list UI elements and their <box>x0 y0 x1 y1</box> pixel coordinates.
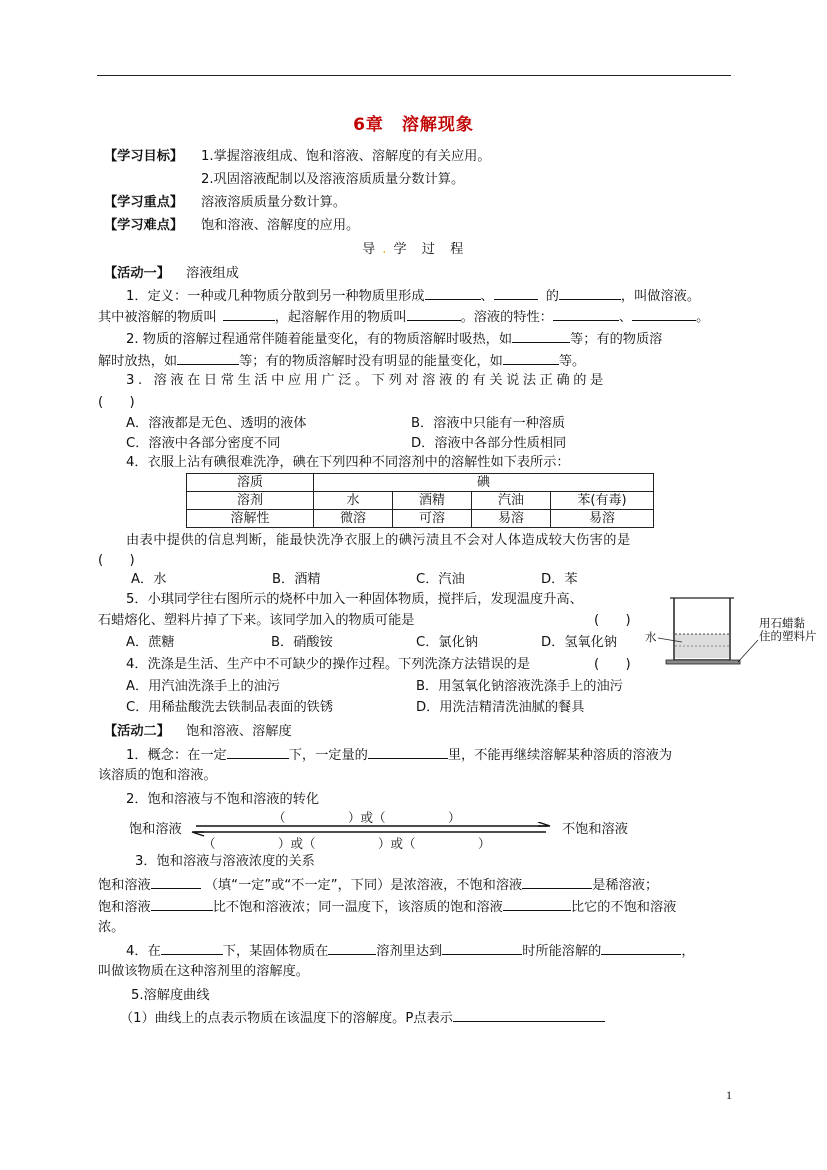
beaker-label-2: 住的塑料片 <box>759 629 817 643</box>
a1-q4-option-c[interactable]: C．汽油 <box>416 572 465 587</box>
solubility-table <box>186 473 654 528</box>
process-heading-a: 导 <box>362 242 377 257</box>
a1-q3-stem: 3. 溶液在日常生活中应用广泛。下列对溶液的有关说法正确的是 <box>126 373 607 388</box>
a2-q1-text-b: 下，一定量的 <box>288 748 368 763</box>
a1-q6-option-a[interactable]: A．用汽油洗涤手上的油污 <box>126 679 281 694</box>
table-cell: 易溶 <box>472 510 551 528</box>
blank[interactable] <box>503 898 571 911</box>
blank[interactable] <box>177 352 239 365</box>
blank[interactable] <box>227 746 289 759</box>
unsaturated-solution-label: 不饱和溶液 <box>562 822 628 837</box>
a1-q1-text-i: 。 <box>696 310 710 325</box>
a1-q2-text-d: 等；有的物质溶解时没有明显的能量变化，如 <box>239 354 503 369</box>
blank[interactable] <box>425 287 481 300</box>
activity1-topic: 溶液组成 <box>186 266 239 281</box>
a2-q3-text-d: 饱和溶液 <box>98 900 151 915</box>
table-cell: 水 <box>314 492 393 510</box>
difficulty-text: 饱和溶液、溶解度的应用。 <box>201 218 360 233</box>
a2-q1-line1 <box>126 746 672 764</box>
blank[interactable] <box>151 898 213 911</box>
a1-q2-line2 <box>98 352 585 370</box>
a2-q4-text-c: 溶剂里达到 <box>376 944 443 959</box>
activity2-header <box>104 724 292 740</box>
a2-q5-line1 <box>120 1009 605 1027</box>
a1-q3-option-a[interactable]: A．溶液都是无色、透明的液体 <box>126 416 307 431</box>
a2-q3-text-a: 饱和溶液 <box>98 878 151 893</box>
a1-q3-option-c[interactable]: C．溶液中各部分密度不同 <box>126 436 281 451</box>
a2-q4-line1 <box>126 942 695 960</box>
a1-q1-text-f: ，起溶解作用的物质叫 <box>274 310 407 325</box>
a1-q1-text-h: 、 <box>618 310 633 325</box>
a2-q5-text-a: （1）曲线上的点表示物质在该温度下的溶解度。P点表示 <box>120 1011 453 1026</box>
a1-q1-text-g: 。溶液的特性： <box>460 310 553 325</box>
table-cell: 苯(有毒) <box>551 492 654 510</box>
a2-q3-stem: 3．饱和溶液与溶液浓度的关系 <box>135 854 315 869</box>
blank[interactable] <box>494 287 538 300</box>
table-cell: 汽油 <box>472 492 551 510</box>
blank[interactable] <box>442 942 522 955</box>
a1-q1-line2 <box>98 308 709 326</box>
table-cell: 溶质 <box>187 474 314 492</box>
a1-q4-stem: 4．衣服上沾有碘很难洗净，碘在下列四种不同溶剂中的溶解性如下表所示： <box>126 455 570 470</box>
a1-q2-text-a: 2. 物质的溶解过程通常伴随着能量变化，有的物质溶解时吸热，如 <box>126 332 513 347</box>
blank[interactable] <box>407 308 461 321</box>
a2-q3-line3: 浓。 <box>98 920 125 935</box>
a1-q6-paren: ( ) <box>594 657 631 672</box>
header-rule <box>97 75 731 76</box>
a1-q4-paren: ( ) <box>98 553 135 568</box>
a2-q2-stem: 2．饱和溶液与不饱和溶液的转化 <box>126 792 320 807</box>
goals-label: 【学习目标】 <box>104 149 184 164</box>
a1-q6-option-c[interactable]: C．用稀盐酸洗去铁制品表面的铁锈 <box>126 700 334 715</box>
a1-q4-option-b[interactable]: B．酒精 <box>272 572 321 587</box>
goal-item-2: 2.巩固溶液配制以及溶液溶质质量分数计算。 <box>201 172 465 187</box>
a1-q6-stem: 4．洗涤是生活、生产中不可缺少的操作过程。下列洗涤方法错误的是 <box>126 657 531 672</box>
a2-q2-bottom-blanks: （ ）或（ ）或（ ） <box>203 836 491 851</box>
saturated-solution-label: 饱和溶液 <box>129 822 182 837</box>
a1-q6-option-d[interactable]: D．用洗洁精清洗油腻的餐具 <box>416 700 585 715</box>
table-row <box>187 492 654 510</box>
focus-text: 溶液溶质质量分数计算。 <box>201 195 347 210</box>
table-cell: 易溶 <box>551 510 654 528</box>
a2-q4-line2: 叫做该物质在这种溶剂里的溶解度。 <box>98 964 309 979</box>
arrow-right-head <box>538 822 550 826</box>
a1-q2-line1 <box>126 330 662 348</box>
table-cell: 可溶 <box>393 510 472 528</box>
table-row <box>187 510 654 528</box>
beaker-water-label: 水 <box>645 630 657 644</box>
a1-q4-option-a[interactable]: A．水 <box>131 572 167 587</box>
a2-q4-text-a: 4．在 <box>126 944 161 959</box>
activity1-label: 【活动一】 <box>104 266 170 281</box>
blank[interactable] <box>512 330 570 343</box>
a1-q1-text-e: 其中被溶解的物质叫 <box>98 310 217 325</box>
a2-q4-text-d: 时所能溶解的 <box>522 944 602 959</box>
a2-q3-text-e: 比不饱和溶液浓；同一温度下，该溶质的饱和溶液 <box>212 900 503 915</box>
a1-q5-line2: 石蜡熔化、塑料片掉了下来。该同学加入的物质可能是 <box>98 613 415 628</box>
process-heading-b: 学 过 程 <box>393 242 465 257</box>
a2-q3-text-b: （填“一定”或“不一定”，下同）是浓溶液，不饱和溶液 <box>204 878 523 893</box>
activity1-header <box>104 266 239 282</box>
a1-q2-text-c: 解时放热，如 <box>98 354 178 369</box>
blank[interactable] <box>453 1009 605 1022</box>
plastic-sheet <box>666 660 740 664</box>
process-heading-dot: . <box>382 242 388 257</box>
a2-q1-text-c: 里，不能再继续溶解某种溶质的溶液为 <box>447 748 673 763</box>
a1-q4-after: 由表中提供的信息判断，能最快洗净衣服上的碘污渍且不会对人体造成较大伤害的是 <box>126 533 631 548</box>
a2-q1-line2: 该溶质的饱和溶液。 <box>98 768 217 783</box>
a2-q4-text-e: ， <box>681 944 695 959</box>
a1-q1-text-d: ，叫做溶液。 <box>620 289 701 304</box>
a1-q5-option-a[interactable]: A．蔗糖 <box>126 635 175 650</box>
a1-q1-text-c: 的 <box>545 289 559 304</box>
blank[interactable] <box>151 876 201 889</box>
table-row <box>187 474 654 492</box>
a2-q1-text-a: 1．概念：在一定 <box>126 748 227 763</box>
a2-q2-top-blanks: （ ）或（ ） <box>273 810 461 825</box>
blank[interactable] <box>223 308 275 321</box>
a2-q4-text-b: 下，某固体物质在 <box>222 944 329 959</box>
blank[interactable] <box>632 308 696 321</box>
a2-q3-text-c: 是稀溶液； <box>592 878 659 893</box>
blank[interactable] <box>559 287 621 300</box>
a2-q5-stem: 5.溶解度曲线 <box>131 988 210 1003</box>
blank[interactable] <box>368 746 448 759</box>
a1-q5-paren: ( ) <box>594 613 631 628</box>
difficulty-label: 【学习难点】 <box>104 218 184 233</box>
table-cell: 碘 <box>314 474 654 492</box>
blank[interactable] <box>553 308 619 321</box>
blank[interactable] <box>161 942 223 955</box>
process-heading <box>362 242 464 258</box>
a1-q4-option-d[interactable]: D．苯 <box>541 572 578 587</box>
a1-q2-text-e: 等。 <box>558 354 586 369</box>
a1-q3-paren: ( ) <box>98 395 135 410</box>
a1-q6-option-b[interactable]: B．用氢氧化钠溶液洗涤手上的油污 <box>416 679 623 694</box>
table-cell: 微溶 <box>314 510 393 528</box>
a1-q2-text-b: 等；有的物质溶 <box>570 332 663 347</box>
a1-q3-option-b[interactable]: B．溶液中只能有一种溶质 <box>411 416 566 431</box>
a1-q1-text-a: 1．定义：一种或几种物质分散到另一种物质里形成 <box>126 289 425 304</box>
activity2-topic: 饱和溶液、溶解度 <box>186 724 292 739</box>
a2-q3-text-f: 比它的不饱和溶液 <box>570 900 677 915</box>
blank[interactable] <box>522 876 592 889</box>
a2-q3-line2 <box>98 898 676 916</box>
a1-q1-text-b: 、 <box>480 289 494 304</box>
a1-q5-option-c[interactable]: C．氯化钠 <box>416 635 478 650</box>
blank[interactable] <box>328 942 376 955</box>
a1-q5-option-d[interactable]: D．氢氧化钠 <box>541 635 618 650</box>
a2-q3-line1 <box>98 876 658 894</box>
a1-q5-option-b[interactable]: B．硝酸铵 <box>271 635 333 650</box>
page-title: 6章 溶解现象 <box>353 115 474 135</box>
a1-q3-option-d[interactable]: D．溶液中各部分性质相同 <box>411 436 567 451</box>
blank[interactable] <box>601 942 681 955</box>
beaker-label-1: 用石蜡黏 <box>759 616 805 630</box>
goal-item-1: 1.掌握溶液组成、饱和溶液、溶解度的有关应用。 <box>201 149 491 164</box>
table-cell: 溶解性 <box>187 510 314 528</box>
activity2-label: 【活动二】 <box>104 724 170 739</box>
table-cell: 酒精 <box>393 492 472 510</box>
focus-label: 【学习重点】 <box>104 195 184 210</box>
sheet-pointer <box>738 640 758 662</box>
a1-q5-line1: 5．小琪同学往右图所示的烧杯中加入一种固体物质，搅拌后，发现温度升高、 <box>126 592 583 607</box>
a1-q1-line1 <box>126 287 700 305</box>
page-number: 1 <box>726 1088 732 1102</box>
blank[interactable] <box>503 352 559 365</box>
table-cell: 溶剂 <box>187 492 314 510</box>
